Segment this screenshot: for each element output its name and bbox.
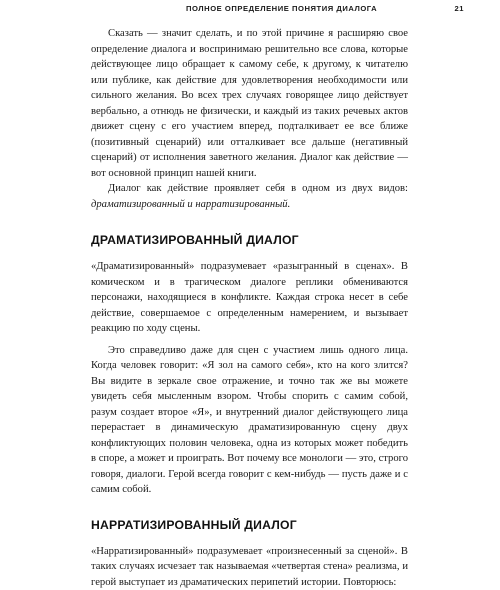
paragraph-two-forms-italic: драматизированный и нарратизированный.: [91, 199, 290, 210]
page-header: [0, 0, 500, 16]
paragraph-two-forms: [91, 181, 408, 212]
heading-dramatized-dialogue: ДРАМАТИЗИРОВАННЫЙ ДИАЛОГ: [91, 232, 408, 248]
paragraph-two-forms-text: Диалог как действие проявляет себя в одном из двух видов:: [108, 183, 408, 194]
paragraph-narrated-definition: «Нарратизированный» подразумевает «произнесенный за сценой». В таких случаях исчезает так называемая «четвертая стена» реализма, и герой выступает из драматических перипетий истории. Повторюсь:: [91, 544, 408, 590]
page-number: 21: [454, 4, 464, 13]
running-title: ПОЛНОЕ ОПРЕДЕЛЕНИЕ ПОНЯТИЯ ДИАЛОГА: [186, 4, 377, 13]
heading-narrated-dialogue: НАРРАТИЗИРОВАННЫЙ ДИАЛОГ: [91, 517, 408, 533]
paragraph-inner-dialogue: Это справедливо даже для сцен с участием лишь одного лица. Когда человек говорит: «Я зол на самого себя», кто на кого злится? Вы видите в зеркале свое отражение, и точно так же вы можете увидеть себя мысленным взором. Чтобы спорить с самим собой, разум создает второе «Я», и внутренний диалог действующего лица перерастает в динамическую драматизированную сцену двух конфликтующих половин человека, одна из которых может победить в споре, а может и проиграть. Вот почему все монологи — это, строго говоря, диалоги. Герой всегда говорит с кем-нибудь — пусть даже и с самим собой.: [91, 343, 408, 498]
page-body: [91, 26, 408, 590]
paragraph-dramatized-definition: «Драматизированный» подразумевает «разыгранный в сценах». В комическом и в трагическом диалоге реплики обмениваются персонажи, находящиеся в конфликте. Каждая строка несет в себе действие, совершаемое с определенным намерением, и вызывает реакцию по ходу сцены.: [91, 259, 408, 337]
paragraph-speech-as-action: Сказать — значит сделать, и по этой причине я расширяю свое определение диалога и воспринимаю решительно все слова, которые действующее лицо обращает к самому себе, к другому, к читателю или публике, как действие для удовлетворения необходимости или сильного желания. Во всех трех случаях говорящее лицо действует вербально, а отнюдь не физически, и каждый из таких речевых актов движет сцену с его участием вперед, подталкивает ее все ближе (позитивный сценарий) или отталкивает все дальше (негативный сценарий) от исполнения заветного желания. Диалог как действие — вот основной принцип нашей книги.: [91, 26, 408, 181]
